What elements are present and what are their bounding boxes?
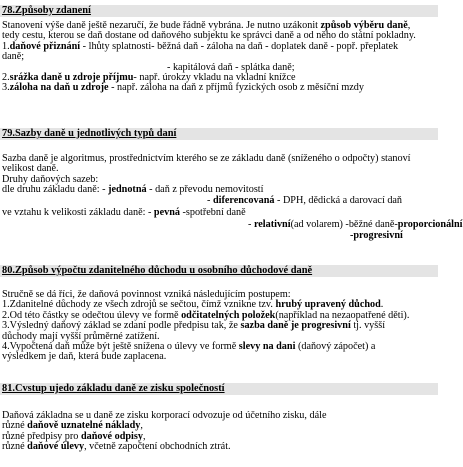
section-78 xyxy=(0,5,438,94)
section-79 xyxy=(0,128,463,241)
bold-text: jednotná xyxy=(108,184,147,196)
text: , xyxy=(142,430,146,442)
text: 3.Výsledný daňový základ se zdaní podle předpisu tak, že xyxy=(2,320,241,332)
bold-text: hrubý upravený důchod xyxy=(275,299,381,311)
text: - xyxy=(248,219,254,231)
list-item xyxy=(2,83,436,93)
bold-text: daňové odpisy xyxy=(80,430,143,442)
paragraph-line: tedy cestu, kterou se daň dostane od daňového subjektu ke správci daně a od něho do státní pokladny. xyxy=(2,30,416,42)
list-item xyxy=(2,442,436,452)
text: 4.Vypočtená daň může být ještě snížena o úlevy ve formě xyxy=(2,341,239,353)
section-80 xyxy=(0,265,438,363)
text: . xyxy=(380,299,384,311)
paragraph-line: důchody mají vyšší průměrné zatížení. xyxy=(2,330,160,342)
list-item xyxy=(2,208,436,218)
section-80-heading: 80.Způsob výpočtu zdanitelného důchodu u osobního důchodové daně xyxy=(0,265,438,277)
text: ve vztahu k velikosti základu daně: - xyxy=(2,207,154,219)
text: - daň z převodu nemovitostí xyxy=(146,184,264,196)
bold-text: daňově uznatelné náklady xyxy=(27,420,141,432)
bold-text: pevná xyxy=(153,207,180,219)
section-81-body xyxy=(0,395,438,453)
list-subitem: -progresivní xyxy=(350,229,403,241)
section-81 xyxy=(0,383,438,453)
section-78-body xyxy=(0,17,438,94)
list-subitem xyxy=(2,196,436,206)
text: tj. vyšší xyxy=(350,320,386,332)
text: 2. xyxy=(2,72,10,84)
text: , xyxy=(140,420,143,432)
text: 3. xyxy=(2,82,10,94)
text: 2.Od této částky se odečtou úlevy ve formě xyxy=(2,309,182,321)
text: různé předpisy pro xyxy=(2,430,81,442)
text: - xyxy=(207,194,213,206)
paragraph-line: Daňová základna se u daně ze zisku korporací odvozuje od účetního zisku, dále xyxy=(2,410,327,421)
paragraph-line: velikost daně. xyxy=(2,163,59,175)
bold-text: diferencovaná xyxy=(212,194,275,206)
bold-text: slevy na dani xyxy=(238,341,296,353)
text: - např. úrokzy vkladu na vkladní knížce xyxy=(133,72,296,84)
bold-text: sazba daně je progresivní xyxy=(240,320,351,332)
text: různé xyxy=(2,420,28,432)
text: , xyxy=(407,20,411,31)
text: - lhůty splatnosti- běžná daň - záloha na daň - doplatek daně - popř. přeplatek xyxy=(80,40,399,52)
section-80-body xyxy=(0,277,438,363)
section-79-heading: 79.Sazby daně u jednotlivých typů daní xyxy=(0,128,438,140)
bold-text: relativní xyxy=(253,219,291,231)
bold-text: daňové úlevy xyxy=(27,441,85,453)
section-81-heading: 81.Cvstup ujedo základu daně ze zisku společností xyxy=(0,383,438,395)
text: (daňový zápočet) a xyxy=(295,341,376,353)
bold-text: srážka daně u zdroje příjmu xyxy=(9,72,134,84)
text: různé xyxy=(2,441,28,453)
text: - např. záloha na daň z příjmů fyzických osob z měsíční mzdy xyxy=(108,82,364,94)
bold-text: záloha na daň u zdroje xyxy=(9,82,109,94)
section-78-heading: 78.Způsoby zdanení xyxy=(0,5,438,17)
text: , včetně započtení obchodních ztrát. xyxy=(84,441,231,453)
paragraph-line: Stručně se dá říci, že daňová povinnost vzniká následujícím postupem: xyxy=(2,289,291,300)
text: - DPH, dědická a darovací daň xyxy=(274,194,403,206)
paragraph-line: Sazba daně je algoritmus, prostřednictvím kterého se ze základu daně (sníženého o odpočty) stanoví xyxy=(2,153,411,164)
text: (například na nezaopatřené děti). xyxy=(275,309,410,321)
text: Stanovení výše daně ještě nezaručí, že bude řádně vybrána. Je nutno uzákonit xyxy=(2,20,321,31)
paragraph-line: výsledkem je daň, která bude zaplacena. xyxy=(2,351,167,363)
list-item xyxy=(2,42,436,52)
bold-text: způsob výběru daně xyxy=(320,20,408,31)
section-79-body xyxy=(0,140,463,241)
text: (ad volarem) -běžné daně- xyxy=(290,219,398,231)
bold-text: odčitatelných položek xyxy=(181,309,276,321)
list-subitem: - kapitálová daň - splátka daně; xyxy=(167,61,295,73)
bold-text: daňové přiznání xyxy=(9,40,81,52)
text: 1.Zdanitelné důchody ze všech zdrojů se sečtou, čímž vznikne tzv. xyxy=(2,299,276,311)
paragraph-line: daně; xyxy=(2,51,25,63)
text: 1. xyxy=(2,40,10,52)
bold-text: proporcionální xyxy=(397,219,463,231)
text: -spotřební daně xyxy=(179,207,246,219)
paragraph-line: Druhy daňových sazeb: xyxy=(2,173,99,185)
text: dle druhu základu daně: - xyxy=(2,184,109,196)
